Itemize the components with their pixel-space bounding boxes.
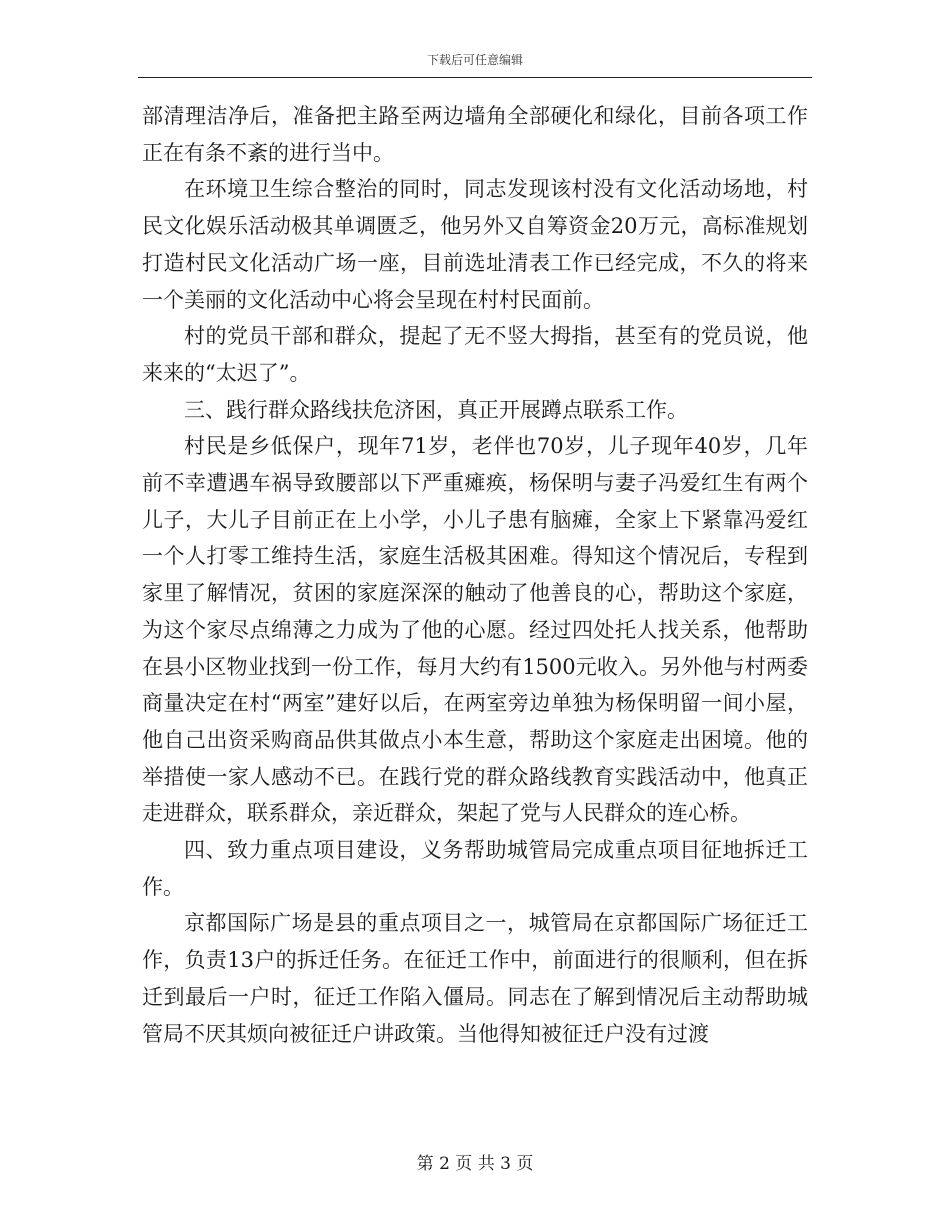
header-divider	[138, 77, 812, 78]
page-footer: 第 2 页 共 3 页	[416, 1154, 534, 1174]
document-body	[142, 98, 808, 1052]
paragraph: 部清理洁净后，准备把主路至两边墙角全部硬化和绿化，目前各项工作正在有条不紊的进行当中。	[142, 104, 808, 165]
section-heading: 三、践行群众路线扶危济困，真正开展蹲点联系工作。	[184, 397, 688, 422]
paragraph: 京都国际广场是县的重点项目之一，城管局在京都国际广场征迁工作，负责13户的拆迁任务。在征迁工作中，前面进行的很顺利，但在拆迁到最后一户时，征迁工作陷入僵局。同志在了解到情况后主动帮助城管局不厌其烦向被征迁户讲政策。当他得知被征迁户没有过渡	[142, 911, 808, 1046]
section-heading: 四、致力重点项目建设，义务帮助城管局完成重点项目征地拆迁工作。	[142, 838, 808, 899]
paragraph: 村的党员干部和群众，提起了无不竖大拇指，甚至有的党员说，他来来的“太迟了”。	[142, 324, 808, 385]
page-header: 下载后可任意编辑	[426, 53, 523, 67]
paragraph: 村民是乡低保户，现年71岁，老伴也70岁，儿子现年40岁，几年前不幸遭遇车祸导致腰部以下严重瘫痪，杨保明与妻子冯爱红生有两个儿子，大儿子目前正在上小学，小儿子患有脑瘫，全家上下紧靠冯爱红一个人打零工维持生活，家庭生活极其困难。得知这个情况后，专程到家里了解情况，贫困的家庭深深的触动了他善良的心，帮助这个家庭，为这个家尽点绵薄之力成为了他的心愿。经过四处托人找关系，他帮助在县小区物业找到一份工作，每月大约有1500元收入。另外他与村两委商量决定在村“两室”建好以后，在两室旁边单独为杨保明留一间小屋，他自己出资采购商品供其做点小本生意，帮助这个家庭走出困境。他的举措使一家人感动不已。在践行党的群众路线教育实践活动中，他真正走进群众，联系群众，亲近群众，架起了党与人民群众的连心桥。	[142, 434, 808, 826]
paragraph: 在环境卫生综合整治的同时，同志发现该村没有文化活动场地，村民文化娱乐活动极其单调匮乏，他另外又自筹资金20万元，高标准规划打造村民文化活动广场一座，目前选址清表工作已经完成，不久的将来一个美丽的文化活动中心将会呈现在村村民面前。	[142, 177, 808, 312]
